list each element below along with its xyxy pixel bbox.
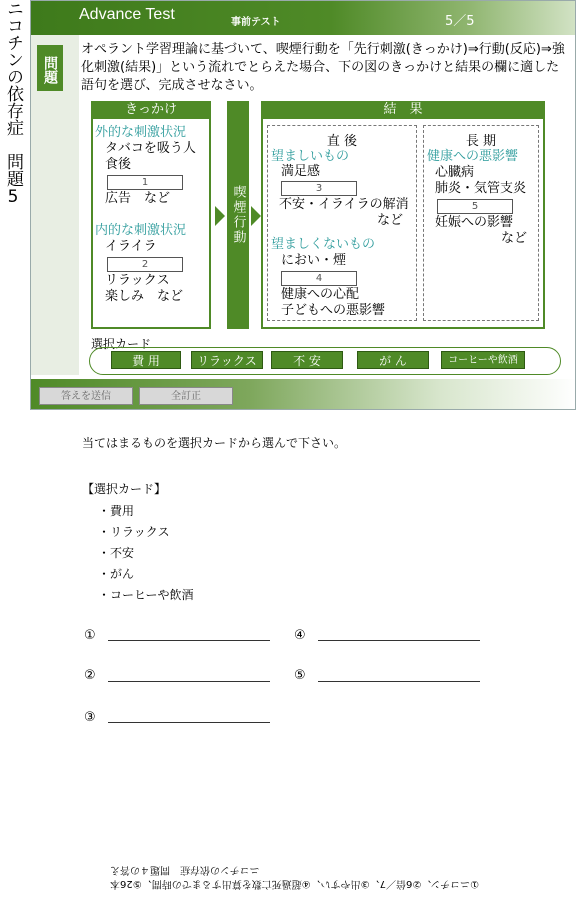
trigger-header: きっかけ — [91, 101, 211, 119]
answer-label-3: ③ — [84, 710, 96, 725]
blank-3[interactable]: 3 — [281, 181, 357, 196]
card-list-item: ・費用 — [98, 504, 135, 518]
answer-label-5: ⑤ — [294, 668, 306, 683]
trigger-item: リラックス — [105, 273, 170, 288]
result-item: 満足感 — [281, 164, 321, 179]
answer-line-5[interactable] — [318, 681, 480, 682]
result-item: におい・煙 — [281, 253, 347, 268]
blank-4[interactable]: 4 — [281, 271, 357, 286]
result-item: 健康への心配 — [281, 287, 360, 302]
undesirable-title: 望ましくないもの — [271, 237, 376, 252]
card-anxiety[interactable]: 不 安 — [271, 351, 343, 369]
longterm-title: 長 期 — [465, 134, 497, 149]
submit-button[interactable]: 答えを送信 — [39, 387, 133, 405]
arrow-right-icon — [251, 206, 261, 226]
internal-stimulus-title: 内的な刺激状況 — [95, 223, 187, 238]
card-list-item: ・がん — [98, 567, 135, 581]
side-title: ニコチンの依存症 問題5 — [3, 0, 23, 207]
blank-1[interactable]: 1 — [107, 175, 183, 190]
upside-down-answer-note — [110, 862, 570, 890]
answer-line-4[interactable] — [318, 640, 480, 641]
card-relax[interactable]: リラックス — [191, 351, 263, 369]
trigger-item: 楽しみ など — [105, 289, 184, 304]
card-list-item: ・リラックス — [98, 525, 170, 539]
answer-label-4: ④ — [294, 628, 306, 643]
card-coffee-alcohol[interactable]: コーヒーや飲酒 — [441, 351, 525, 369]
card-cost[interactable]: 費 用 — [111, 351, 181, 369]
blank-5[interactable]: 5 — [437, 199, 513, 214]
health-effects-title: 健康への悪影響 — [427, 149, 519, 164]
question-badge: 問題 — [37, 45, 63, 91]
footnote-line-1: ①ニコチン、②6倍／7、③出やすい、④超過死亡数を算出するまでの時間、⑤26本 — [110, 878, 479, 889]
result-header: 結 果 — [261, 101, 545, 119]
trigger-item: タバコを吸う人 — [105, 141, 196, 156]
result-item: 不安・イライラの解消 — [279, 197, 409, 212]
header-subtitle: 事前テスト — [231, 17, 281, 28]
arrow-right-icon — [215, 206, 225, 226]
footnote-line-2: ニコチンの依存症 問題４の答え — [110, 864, 260, 875]
result-item: など — [377, 213, 404, 228]
result-item: 子どもへの悪影響 — [281, 303, 386, 318]
trigger-item: 広告 など — [105, 191, 171, 206]
answer-line-1[interactable] — [108, 640, 270, 641]
answer-label-1: ① — [84, 628, 96, 643]
result-item: 肺炎・気管支炎 — [435, 181, 527, 196]
behavior-column: 喫煙行動 — [227, 101, 249, 329]
card-cancer[interactable]: が ん — [357, 351, 429, 369]
selection-card-label: 選択カード — [91, 337, 152, 351]
desirable-title: 望ましいもの — [271, 149, 350, 164]
header-title: Advance Test — [79, 6, 175, 23]
instruction-text: 当てはまるものを選択カードから選んで下さい。 — [82, 436, 347, 450]
card-list-title: 【選択カード】 — [82, 482, 167, 496]
card-list-item: ・コーヒーや飲酒 — [98, 588, 194, 602]
answer-line-2[interactable] — [108, 681, 270, 682]
question-text: オペラント学習理論に基づいて、喫煙行動を「先行刺激(きっかけ)⇒行動(反応)⇒強化刺激(結果)」という流れでとらえた場合、下の図のきっかけと結果の欄に適した語句を選び、完成させなさい。 — [81, 42, 565, 93]
card-list-item: ・不安 — [98, 546, 135, 560]
trigger-item: イライラ — [105, 239, 157, 254]
trigger-item: 食後 — [105, 157, 132, 172]
quiz-window — [30, 0, 576, 410]
correct-all-button[interactable]: 全訂正 — [139, 387, 233, 405]
answer-label-2: ② — [84, 668, 96, 683]
blank-2[interactable]: 2 — [107, 257, 183, 272]
result-item: 心臓病 — [435, 165, 475, 180]
result-item: 妊娠への影響 — [435, 215, 514, 230]
external-stimulus-title: 外的な刺激状況 — [95, 125, 187, 140]
page-indicator: 5／5 — [445, 14, 475, 29]
answer-line-3[interactable] — [108, 722, 270, 723]
result-item: など — [501, 231, 528, 246]
immediate-title: 直 後 — [326, 134, 358, 149]
